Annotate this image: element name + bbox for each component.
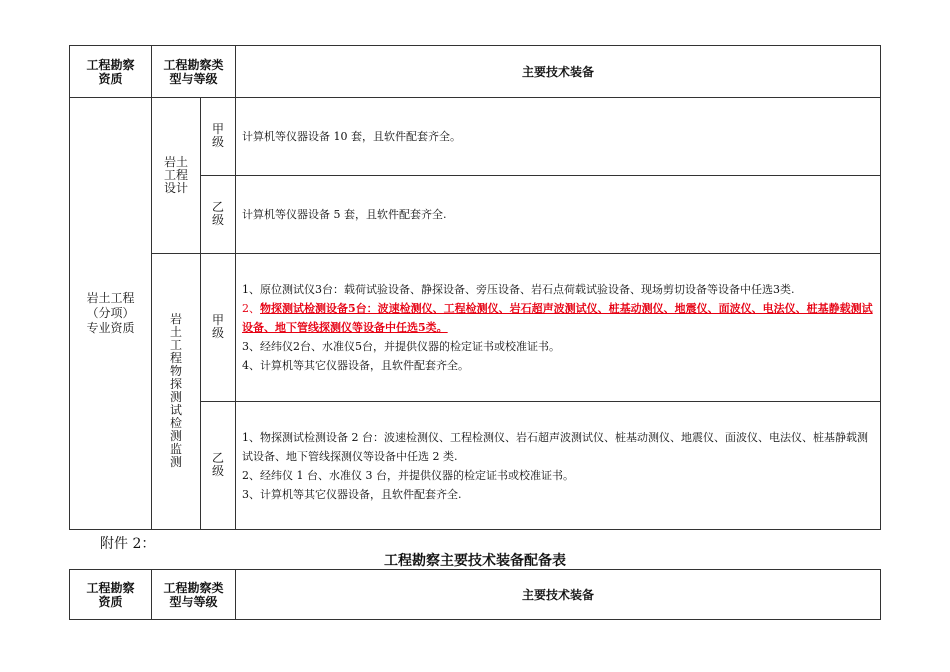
main-title: 工程勘察主要技术装备配备表 [384,553,566,569]
survey-type-cell [152,254,201,530]
design-type-cell [152,98,201,254]
survey-a-line-2-number: 2、 [242,302,261,315]
design-grade-a-cell [201,98,236,176]
survey-b-line-1: 1、物探测试检测设备 2 台：波速检测仪、工程检测仪、岩石超声波测试仪、桩基动测仪、地震仪、面波仪、电法仪、桩基静载测试设备、地下管线探测仪等设备中任选 2 类. [242,430,869,463]
survey-a-line-1: 1、原位测试仪3台：载荷试验设备、静探设备、旁压设备、岩石点荷载试验设备、现场剪切设备等设备中任选3类. [242,283,795,296]
equipment-table [69,45,881,530]
design-type-label: 岩土工程设计 [163,154,188,195]
survey-a-line-4: 4、计算机等其它仪器设备，且软件配套齐全。 [242,359,470,372]
survey-grade-a-label: 甲级 [211,313,224,340]
survey-b-line-2: 2、经纬仪 1 台、水准仪 3 台，并提供仪器的检定证书或校准证书。 [242,468,574,482]
design-grade-a-content [236,98,881,176]
survey-a-line-2-highlight: 物探测试检测设备5台：波速检测仪、工程检测仪、岩石超声波测试仪、桩基动测仪、地震仪、面波仪、电法仪、桩基静载测试设备、地下管线探测仪等设备中任选5类。 [242,302,873,334]
design-grade-b-content [236,176,881,254]
header2-qualification: 工程勘察资质 [70,570,152,620]
design-grade-a-label: 甲级 [211,122,224,149]
design-grade-b-label: 乙级 [211,200,224,227]
design-grade-a-text: 计算机等仪器设备 10 套，且软件配套齐全。 [242,130,462,143]
survey-type-label: 岩土工程物探测试检测监测 [169,312,182,469]
header-qualification: 工程勘察资质 [70,46,152,98]
design-grade-b-cell [201,176,236,254]
survey-grade-b-content [236,402,881,530]
survey-grade-b-cell [201,402,236,530]
annex-label: 附件 2： [100,536,156,552]
header2-equipment: 主要技术装备 [236,570,881,620]
header-equipment: 主要技术装备 [236,46,881,98]
survey-grade-a-content [236,254,881,402]
header-type-grade: 工程勘察类型与等级 [152,46,236,98]
equipment-table-header-repeat [69,569,881,620]
survey-grade-a-cell [201,254,236,402]
survey-a-line-2 [242,299,874,337]
survey-grade-b-label: 乙级 [211,451,224,478]
design-grade-b-text: 计算机等仪器设备 5 套，且软件配套齐全. [242,208,447,221]
qualification-label: 岩土工程（分项）专业资质 [86,291,135,335]
survey-b-line-3: 3、计算机等其它仪器设备，且软件配套齐全. [242,487,462,501]
survey-a-line-3: 3、经纬仪2台、水准仪5台，并提供仪器的检定证书或校准证书。 [242,340,561,353]
header2-type-grade: 工程勘察类型与等级 [152,570,236,620]
qualification-cell [70,98,152,530]
